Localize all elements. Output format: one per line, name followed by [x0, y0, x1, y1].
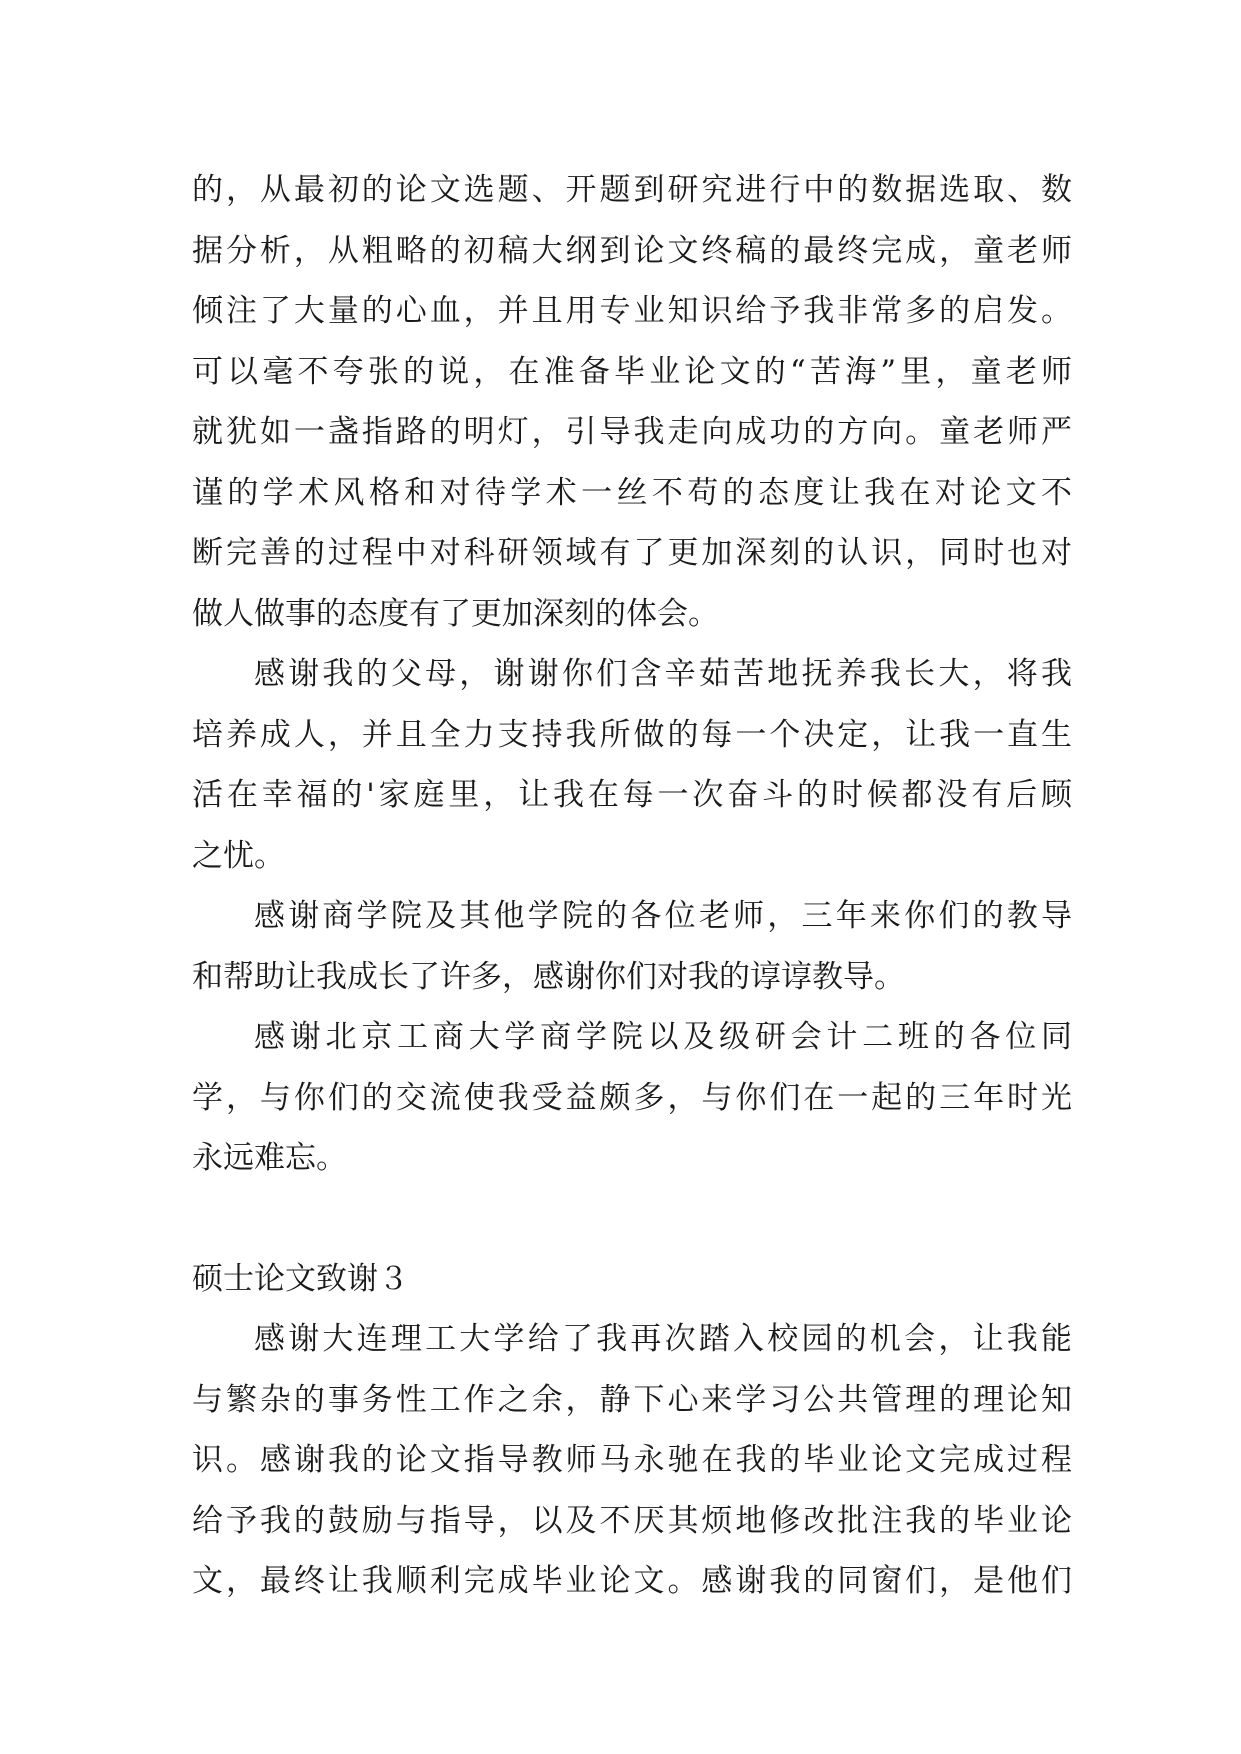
text-line: 据分析，从粗略的初稿大纲到论文终稿的最终完成，童老师 [192, 232, 1072, 269]
section-gap [192, 1189, 1072, 1249]
paragraph-classmates-thanks [192, 1007, 1072, 1189]
paragraph-university-thanks [192, 1309, 1072, 1612]
text-line: 培养成人，并且全力支持我所做的每一个决定，让我一直生 [192, 716, 1072, 753]
paragraph-parents-thanks [192, 644, 1072, 886]
text-line: 识。感谢我的论文指导教师马永驰在我的毕业论文完成过程 [192, 1442, 1072, 1478]
document-body [192, 160, 1072, 1612]
text-line: 可以毫不夸张的说，在准备毕业论文的“苦海”里，童老师 [192, 353, 1072, 390]
text-line: 感谢我的父母，谢谢你们含辛茹苦地抚养我长大，将我 [254, 656, 1072, 692]
text-line: 谨的学术风格和对待学术一丝不苟的态度让我在对论文不 [192, 474, 1072, 511]
paragraph-teachers-thanks [192, 886, 1072, 1007]
text-line: 文，最终让我顺利完成毕业论文。感谢我的同窗们，是他们 [192, 1563, 1072, 1599]
text-line: 断完善的过程中对科研领域有了更加深刻的认识，同时也对 [192, 535, 1072, 571]
paragraph-advisor-thanks [192, 160, 1072, 644]
text-line: 感谢商学院及其他学院的各位老师，三年来你们的教导 [254, 898, 1072, 934]
text-line: 感谢大连理工大学给了我再次踏入校园的机会，让我能 [254, 1321, 1072, 1357]
text-line: 倾注了大量的心血，并且用专业知识给予我非常多的启发。 [192, 293, 1072, 329]
text-line: 感谢北京工商大学商学院以及级研会计二班的各位同 [254, 1019, 1072, 1055]
text-line: 永远难忘。 [192, 1140, 347, 1176]
text-line: 活在幸福的'家庭里，让我在每一次奋斗的时候都没有后顾 [192, 777, 1072, 813]
text-line: 给予我的鼓励与指导，以及不厌其烦地修改批注我的毕业论 [192, 1502, 1072, 1539]
text-line: 就犹如一盏指路的明灯，引导我走向成功的方向。童老师严 [192, 414, 1072, 450]
text-line: 之忧。 [192, 837, 285, 874]
text-line: 学，与你们的交流使我受益颇多，与你们在一起的三年时光 [192, 1079, 1072, 1116]
section-heading: 硕士论文致谢３ [192, 1260, 409, 1297]
text-line: 与繁杂的事务性工作之余，静下心来学习公共管理的理论知 [192, 1381, 1072, 1418]
text-line: 做人做事的态度有了更加深刻的体会。 [192, 595, 719, 632]
text-line: 和帮助让我成长了许多，感谢你们对我的谆谆教导。 [192, 958, 905, 995]
text-line: 的，从最初的论文选题、开题到研究进行中的数据选取、数 [192, 172, 1072, 208]
